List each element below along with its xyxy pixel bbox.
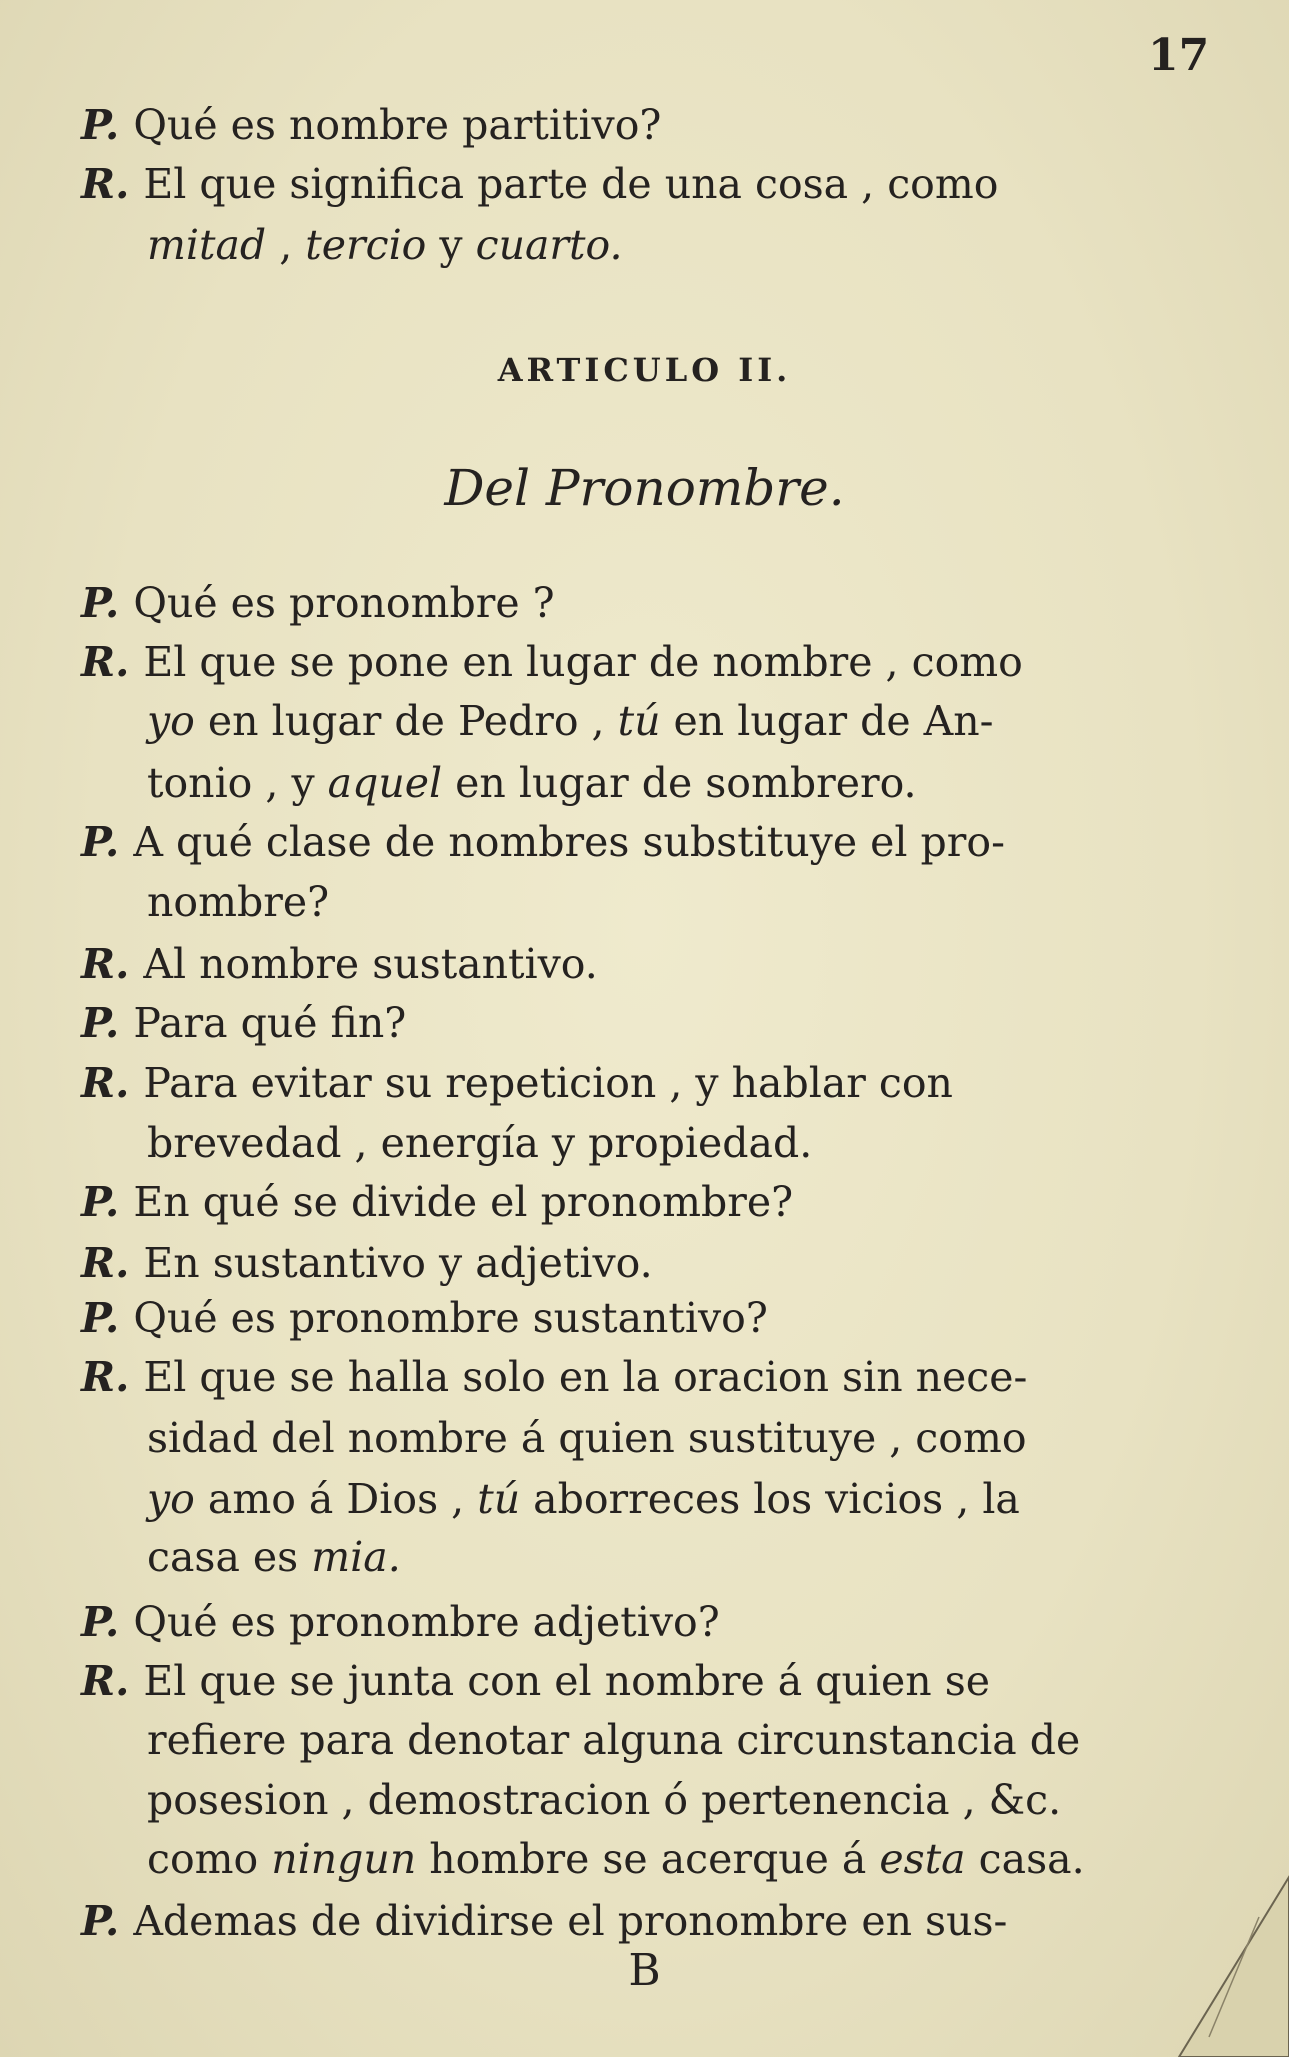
- text-run: nombre?: [147, 878, 330, 926]
- text-line: [147, 1469, 1201, 1529]
- line-text: [133, 101, 661, 149]
- text-run: y: [426, 221, 476, 269]
- italic-text: aquel: [327, 759, 443, 807]
- text-line: [147, 691, 1201, 751]
- text-run: refiere para denotar alguna circunstancia de: [147, 1716, 1081, 1764]
- line-text: [143, 1053, 1201, 1113]
- question-label: P.: [81, 1178, 120, 1226]
- question-label: P.: [81, 579, 120, 627]
- text-line: [81, 934, 1201, 994]
- text-run: como: [147, 1835, 272, 1883]
- question-label: P.: [81, 101, 120, 149]
- line-text: [133, 812, 1201, 872]
- line-text: [147, 1710, 1201, 1770]
- italic-text: mitad: [147, 221, 267, 269]
- text-run: en lugar de An-: [660, 697, 994, 745]
- text-run: Ademas de dividirse el pronombre en sus-: [133, 1897, 1008, 1945]
- text-run: tonio , y: [147, 759, 328, 807]
- text-run: ARTICULO II.: [497, 351, 792, 389]
- italic-text: yo: [147, 697, 195, 745]
- question-label: P.: [81, 818, 120, 866]
- answer-label: R.: [81, 940, 130, 988]
- answer-label: R.: [81, 1239, 130, 1287]
- text-run: posesion , demostracion ó pertenencia , &c.: [147, 1776, 1062, 1824]
- text-line: [81, 1891, 1201, 1951]
- line-text: [147, 1770, 1201, 1830]
- answer-label: R.: [81, 160, 130, 208]
- line-text: [147, 691, 1201, 751]
- text-line: [81, 1172, 1201, 1232]
- text-line: [81, 1053, 1201, 1113]
- line-text: [143, 1347, 1201, 1407]
- text-line: [81, 1233, 1201, 1293]
- line-text: [133, 1178, 793, 1226]
- page-number: 17: [1148, 30, 1210, 81]
- line-text: [143, 154, 1201, 214]
- text-line: [81, 993, 1201, 1053]
- question-label: P.: [81, 999, 120, 1047]
- text-run: hombre se acerque á: [416, 1835, 880, 1883]
- text-run: En sustantivo y adjetivo.: [143, 1239, 653, 1287]
- text-line: [147, 1527, 1201, 1587]
- line-text: [147, 1119, 812, 1167]
- text-line: [81, 573, 1201, 633]
- italic-text: yo: [147, 1475, 195, 1523]
- text-line: [81, 812, 1201, 872]
- italic-text: tercio: [305, 221, 427, 269]
- text-line: [147, 1408, 1201, 1468]
- text-line: [81, 154, 1201, 214]
- line-text: [498, 351, 792, 389]
- text-run: casa es: [147, 1533, 312, 1581]
- text-run: Del Pronombre.: [444, 459, 845, 517]
- text-line: [147, 1770, 1201, 1830]
- text-run: El que significa parte de una cosa , como: [143, 160, 999, 208]
- answer-label: R.: [81, 1353, 130, 1401]
- text-run: Para qué fin?: [133, 999, 407, 1047]
- text-run: brevedad , energía y propiedad.: [147, 1119, 813, 1167]
- italic-text: cuarto.: [475, 221, 623, 269]
- text-run: aborreces los vicios , la: [520, 1475, 1020, 1523]
- line-text: [147, 1408, 1201, 1468]
- text-run: A qué clase de nombres substituye el pro-: [133, 818, 1005, 866]
- text-line: [81, 95, 1201, 155]
- italic-text: esta: [879, 1835, 966, 1883]
- text-run: Al nombre sustantivo.: [143, 940, 598, 988]
- text-line: [81, 1347, 1201, 1407]
- text-run: El que se pone en lugar de nombre , como: [143, 638, 1023, 686]
- line-text: [147, 878, 329, 926]
- italic-text: ningun: [271, 1835, 417, 1883]
- text-line: [81, 1288, 1201, 1348]
- text-run: El que se halla solo en la oracion sin nece-: [143, 1353, 1028, 1401]
- text-line: [147, 753, 1201, 813]
- text-run: amo á Dios ,: [194, 1475, 478, 1523]
- line-text: [133, 579, 554, 627]
- question-label: P.: [81, 1897, 120, 1945]
- text-line: [81, 1651, 1201, 1711]
- line-text: [444, 459, 844, 517]
- text-run: casa.: [965, 1835, 1085, 1883]
- text-run: Qué es nombre partitivo?: [133, 101, 662, 149]
- line-text: [147, 759, 917, 807]
- text-run: Para evitar su repeticion , y hablar con: [143, 1059, 953, 1107]
- line-text: [147, 1829, 1201, 1889]
- text-line: [147, 872, 1201, 932]
- line-text: [133, 1598, 719, 1646]
- line-text: [143, 940, 597, 988]
- line-text: [143, 632, 1201, 692]
- answer-label: R.: [81, 638, 130, 686]
- line-text: [133, 1891, 1201, 1951]
- line-text: [143, 1651, 1201, 1711]
- line-text: [133, 999, 406, 1047]
- text-line: [147, 1113, 1201, 1173]
- line-text: [147, 221, 623, 269]
- text-line: [81, 632, 1201, 692]
- folded-corner-icon: [1119, 1857, 1289, 2057]
- line-text: [147, 1469, 1201, 1529]
- text-run: Qué es pronombre ?: [133, 579, 555, 627]
- text-run: El que se junta con el nombre á quien se: [143, 1657, 991, 1705]
- signature-mark: B: [628, 1945, 661, 1996]
- text-run: sidad del nombre á quien sustituye , como: [147, 1414, 1027, 1462]
- answer-label: R.: [81, 1657, 130, 1705]
- text-run: ,: [266, 221, 306, 269]
- section-title: [0, 458, 1289, 518]
- text-run: Qué es pronombre sustantivo?: [133, 1294, 768, 1342]
- text-line: [147, 215, 1201, 275]
- text-line: [147, 1829, 1201, 1889]
- section-heading: [0, 337, 1289, 397]
- text-line: [81, 1592, 1201, 1652]
- italic-text: tú: [617, 697, 661, 745]
- question-label: P.: [81, 1294, 120, 1342]
- line-text: [133, 1294, 768, 1342]
- italic-text: tú: [477, 1475, 521, 1523]
- text-run: en lugar de Pedro ,: [194, 697, 618, 745]
- question-label: P.: [81, 1598, 120, 1646]
- text-run: En qué se divide el pronombre?: [133, 1178, 794, 1226]
- italic-text: mia.: [311, 1533, 401, 1581]
- text-run: en lugar de sombrero.: [442, 759, 917, 807]
- line-text: [147, 1533, 401, 1581]
- line-text: [143, 1239, 652, 1287]
- text-run: Qué es pronombre adjetivo?: [133, 1598, 720, 1646]
- answer-label: R.: [81, 1059, 130, 1107]
- text-line: [147, 1710, 1201, 1770]
